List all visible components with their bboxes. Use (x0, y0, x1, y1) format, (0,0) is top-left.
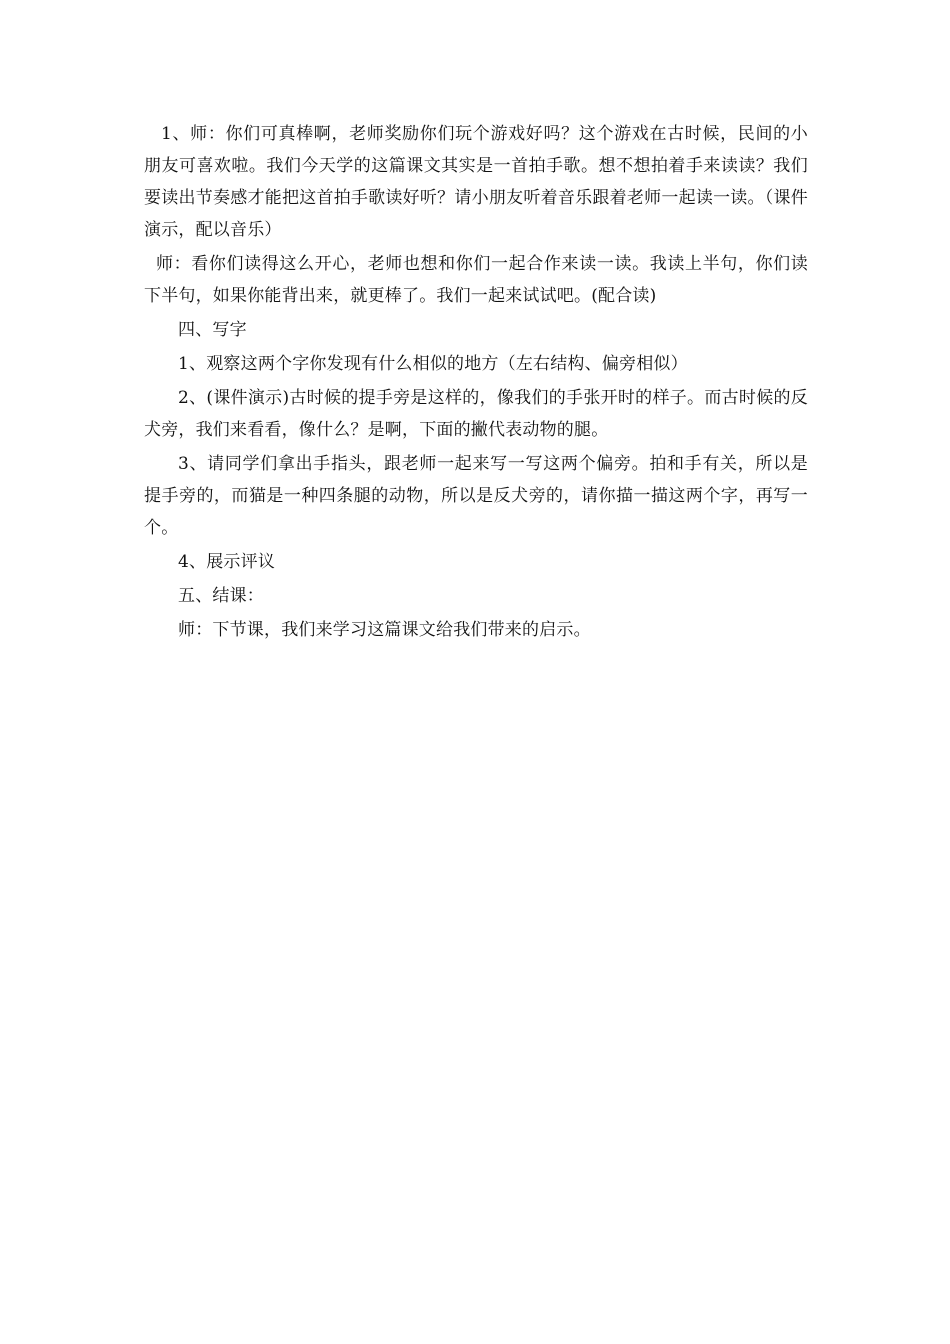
paragraph-writing-practice: 3、请同学们拿出手指头，跟老师一起来写一写这两个偏旁。拍和手有关，所以是提手旁的，而猫是一种四条腿的动物，所以是反犬旁的，请你描一描这两个字，再写一个。 (144, 454, 808, 538)
paragraph-display-review: 4、展示评议 (178, 552, 276, 572)
paragraph-cooperative-reading: 师：看你们读得这么开心，老师也想和你们一起合作来读一读。我读上半句，你们读下半句，如果你能背出来，就更棒了。我们一起来试试吧。(配合读) (144, 254, 808, 306)
paragraph-radical-history: 2、(课件演示)古时候的提手旁是这样的，像我们的手张开时的样子。而古时候的反犬旁，我们来看看，像什么？是啊，下面的撇代表动物的腿。 (144, 388, 808, 440)
paragraph-next-lesson: 师：下节课，我们来学习这篇课文给我们带来的启示。 (178, 620, 591, 640)
document-page (144, 118, 808, 648)
section-heading-writing: 四、写字 (178, 320, 247, 340)
section-heading-conclusion: 五、结课： (178, 586, 264, 606)
paragraph-observe-characters: 1、观察这两个字你发现有什么相似的地方（左右结构、偏旁相似） (178, 354, 688, 374)
paragraph-game-intro: 1、师：你们可真棒啊，老师奖励你们玩个游戏好吗？这个游戏在古时候，民间的小朋友可喜欢啦。我们今天学的这篇课文其实是一首拍手歌。想不想拍着手来读读？我们要读出节奏感才能把这首拍手歌读好听？请小朋友听着音乐跟着老师一起读一读。（课件演示，配以音乐） (144, 124, 808, 240)
